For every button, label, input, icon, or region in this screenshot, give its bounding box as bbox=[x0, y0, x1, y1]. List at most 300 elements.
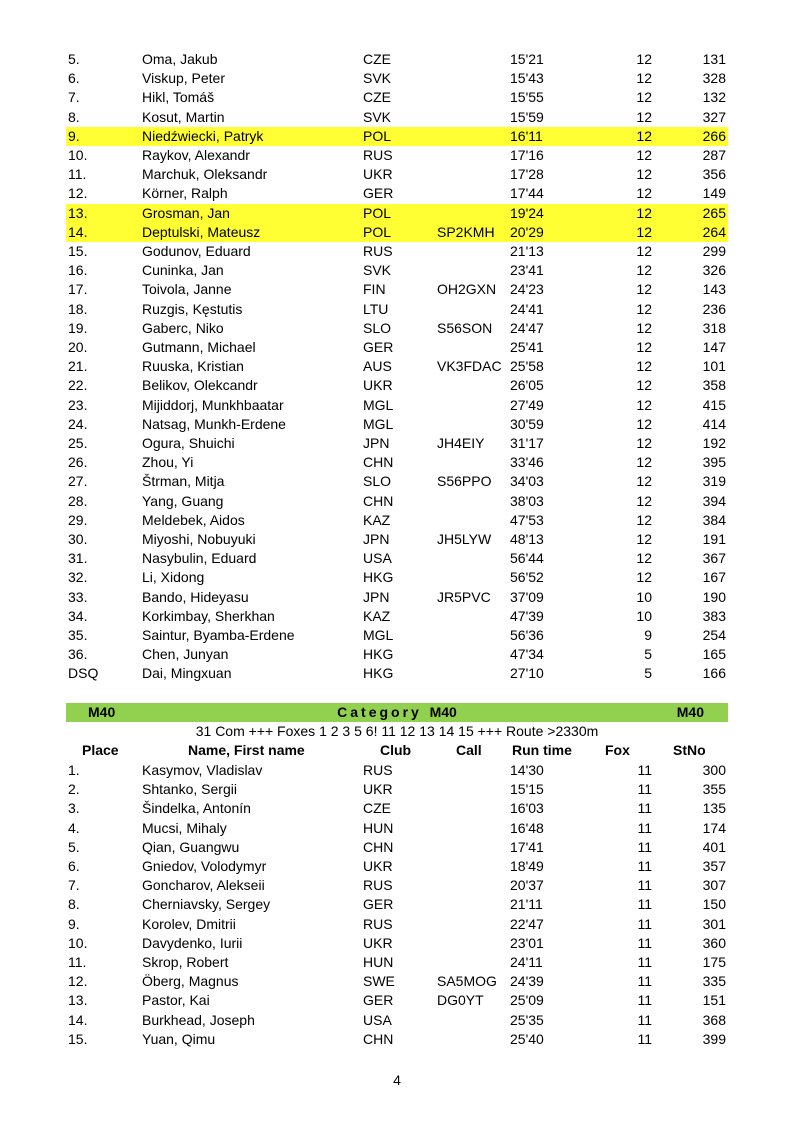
name-cell: Ogura, Shuichi bbox=[142, 435, 235, 451]
fox-cell: 12 bbox=[636, 531, 652, 547]
table-row bbox=[66, 664, 728, 683]
name-cell: Mucsi, Mihaly bbox=[142, 819, 227, 836]
table-row bbox=[66, 607, 728, 626]
table-row bbox=[66, 472, 728, 491]
stno-cell: 399 bbox=[702, 1030, 726, 1047]
stno-cell: 190 bbox=[702, 588, 726, 605]
name-cell: Körner, Ralph bbox=[142, 185, 228, 202]
run-time-cell: 22'47 bbox=[510, 915, 544, 932]
place-cell: 19. bbox=[68, 319, 88, 336]
header-club: Club bbox=[380, 742, 412, 758]
club-cell: FIN bbox=[363, 281, 386, 298]
stno-cell: 266 bbox=[702, 127, 726, 144]
run-time-cell: 48'13 bbox=[510, 531, 544, 547]
fox-cell: 11 bbox=[637, 934, 652, 951]
fox-cell: 11 bbox=[637, 1030, 652, 1047]
table-header bbox=[66, 741, 728, 760]
call-cell: OH2GXN bbox=[437, 281, 497, 298]
fox-cell: 12 bbox=[636, 377, 652, 394]
name-cell: Oma, Jakub bbox=[142, 51, 218, 67]
fox-cell: 9 bbox=[644, 627, 652, 643]
club-cell: GER bbox=[363, 896, 394, 913]
stno-cell: 287 bbox=[702, 147, 726, 163]
place-cell: 33. bbox=[68, 588, 88, 605]
fox-cell: 12 bbox=[636, 473, 652, 490]
run-time-cell: 33'46 bbox=[510, 454, 544, 471]
table-row bbox=[66, 108, 728, 127]
place-cell: 31. bbox=[68, 550, 88, 567]
run-time-cell: 27'49 bbox=[510, 396, 544, 413]
table-row bbox=[66, 434, 728, 453]
table-row bbox=[66, 530, 728, 549]
club-cell: HKG bbox=[363, 665, 394, 682]
stno-cell: 101 bbox=[702, 358, 726, 375]
club-cell: USA bbox=[363, 550, 392, 567]
name-cell: Chen, Junyan bbox=[142, 646, 229, 663]
fox-cell: 12 bbox=[636, 204, 652, 221]
name-cell: Pastor, Kai bbox=[142, 992, 210, 1009]
run-time-cell: 15'15 bbox=[510, 781, 544, 798]
fox-cell: 11 bbox=[637, 877, 652, 894]
run-time-cell: 47'53 bbox=[510, 511, 544, 528]
stno-cell: 174 bbox=[702, 819, 726, 836]
stno-cell: 326 bbox=[702, 262, 726, 279]
fox-cell: 10 bbox=[636, 607, 652, 624]
name-cell: Korkimbay, Sherkhan bbox=[142, 607, 275, 624]
name-cell: Štrman, Mitja bbox=[142, 473, 225, 490]
name-cell: Gaberc, Niko bbox=[142, 319, 224, 336]
name-cell: Deptulski, Mateusz bbox=[142, 223, 261, 240]
place-cell: 34. bbox=[68, 607, 88, 624]
club-cell: MGL bbox=[363, 396, 394, 413]
run-time-cell: 34'03 bbox=[510, 473, 544, 490]
table-row-highlighted bbox=[66, 223, 728, 242]
club-cell: GER bbox=[363, 185, 394, 202]
header-name: Name, First name bbox=[188, 742, 305, 758]
stno-cell: 165 bbox=[702, 646, 726, 663]
fox-cell: 12 bbox=[636, 281, 652, 298]
club-cell: RUS bbox=[363, 877, 393, 894]
stno-cell: 319 bbox=[702, 473, 726, 490]
name-cell: Natsag, Munkh-Erdene bbox=[142, 415, 286, 432]
run-time-cell: 24'23 bbox=[510, 281, 544, 298]
fox-cell: 12 bbox=[636, 339, 652, 355]
stno-cell: 318 bbox=[702, 319, 726, 336]
fox-cell: 12 bbox=[636, 569, 652, 586]
fox-cell: 5 bbox=[644, 665, 652, 682]
fox-cell: 12 bbox=[636, 415, 652, 432]
table-row bbox=[66, 1030, 728, 1049]
place-cell: 11. bbox=[68, 954, 87, 970]
run-time-cell: 17'41 bbox=[510, 838, 544, 855]
stno-cell: 166 bbox=[702, 665, 726, 682]
stno-cell: 356 bbox=[702, 166, 726, 183]
place-cell: 15. bbox=[68, 1030, 88, 1047]
stno-cell: 383 bbox=[702, 607, 726, 624]
header-fox: Fox bbox=[605, 742, 630, 758]
name-cell: Gniedov, Volodymyr bbox=[142, 858, 267, 874]
stno-cell: 367 bbox=[702, 550, 726, 567]
club-cell: CZE bbox=[363, 51, 391, 67]
stno-cell: 192 bbox=[702, 435, 726, 451]
fox-cell: 12 bbox=[636, 319, 652, 336]
header-place: Place bbox=[82, 742, 119, 758]
stno-cell: 328 bbox=[702, 70, 726, 87]
name-cell: Grosman, Jan bbox=[142, 204, 230, 221]
run-time-cell: 31'17 bbox=[510, 435, 544, 451]
name-cell: Shtanko, Sergii bbox=[142, 781, 237, 798]
category-code-left: M40 bbox=[88, 704, 116, 720]
name-cell: Toivola, Janne bbox=[142, 281, 232, 298]
club-cell: HUN bbox=[363, 819, 394, 836]
table-row bbox=[66, 511, 728, 530]
name-cell: Marchuk, Oleksandr bbox=[142, 166, 268, 183]
place-cell: 8. bbox=[68, 108, 80, 125]
club-cell: HUN bbox=[363, 954, 394, 970]
fox-cell: 12 bbox=[636, 358, 652, 375]
run-time-cell: 23'41 bbox=[510, 262, 544, 279]
club-cell: POL bbox=[363, 127, 392, 144]
run-time-cell: 25'58 bbox=[510, 358, 544, 375]
fox-cell: 12 bbox=[636, 492, 652, 509]
table-row bbox=[66, 972, 728, 991]
fox-cell: 11 bbox=[637, 781, 652, 798]
header-stno: StNo bbox=[673, 742, 706, 758]
fox-cell: 12 bbox=[636, 89, 652, 106]
fox-cell: 12 bbox=[636, 454, 652, 471]
club-cell: CHN bbox=[363, 454, 394, 471]
place-cell: 21. bbox=[68, 358, 88, 375]
name-cell: Belikov, Olekcandr bbox=[142, 377, 258, 394]
run-time-cell: 26'05 bbox=[510, 377, 544, 394]
club-cell: HKG bbox=[363, 569, 394, 586]
place-cell: 27. bbox=[68, 473, 88, 490]
place-cell: 9. bbox=[68, 915, 80, 932]
table-row bbox=[66, 934, 728, 953]
name-cell: Cherniavsky, Sergey bbox=[142, 896, 271, 913]
run-time-cell: 38'03 bbox=[510, 492, 544, 509]
club-cell: USA bbox=[363, 1011, 392, 1028]
category-course-info: 31 Com +++ Foxes 1 2 3 5 6! 11 12 13 14 15 +++ Route >2330m bbox=[195, 723, 599, 739]
table-row bbox=[66, 626, 728, 645]
run-time-cell: 56'52 bbox=[510, 569, 544, 586]
name-cell: Burkhead, Joseph bbox=[142, 1011, 255, 1028]
stno-cell: 167 bbox=[702, 569, 726, 586]
fox-cell: 11 bbox=[637, 762, 652, 778]
table-row bbox=[66, 280, 728, 299]
run-time-cell: 20'37 bbox=[510, 877, 544, 894]
club-cell: JPN bbox=[363, 531, 390, 547]
club-cell: KAZ bbox=[363, 511, 391, 528]
table-row bbox=[66, 184, 728, 203]
place-cell: 5. bbox=[68, 838, 80, 855]
name-cell: Kosut, Martin bbox=[142, 108, 225, 125]
name-cell: Bando, Hideyasu bbox=[142, 588, 249, 605]
category-word: Category bbox=[337, 704, 422, 720]
name-cell: Skrop, Robert bbox=[142, 954, 229, 970]
table-row bbox=[66, 819, 728, 838]
table-row bbox=[66, 645, 728, 664]
stno-cell: 358 bbox=[702, 377, 726, 394]
table-row bbox=[66, 799, 728, 818]
call-cell: JH5LYW bbox=[437, 531, 492, 547]
call-cell: VK3FDAC bbox=[437, 358, 502, 375]
club-cell: CZE bbox=[363, 89, 391, 106]
stno-cell: 191 bbox=[702, 531, 726, 547]
stno-cell: 355 bbox=[702, 781, 726, 798]
table-row bbox=[66, 261, 728, 280]
call-cell: DG0YT bbox=[437, 992, 484, 1009]
club-cell: POL bbox=[363, 223, 392, 240]
run-time-cell: 24'41 bbox=[510, 300, 544, 317]
name-cell: Ruzgis, Kęstutis bbox=[142, 300, 243, 317]
table-row bbox=[66, 876, 728, 895]
name-cell: Cuninka, Jan bbox=[142, 262, 224, 279]
table-row bbox=[66, 69, 728, 88]
place-cell: 12. bbox=[68, 185, 88, 202]
stno-cell: 301 bbox=[702, 915, 726, 932]
table-row bbox=[66, 492, 728, 511]
place-cell: 5. bbox=[68, 51, 80, 67]
club-cell: UKR bbox=[363, 858, 393, 874]
place-cell: 9. bbox=[68, 127, 80, 144]
stno-cell: 254 bbox=[702, 627, 726, 643]
fox-cell: 11 bbox=[637, 858, 652, 874]
name-cell: Mijiddorj, Munkhbaatar bbox=[142, 396, 284, 413]
fox-cell: 11 bbox=[637, 915, 652, 932]
stno-cell: 384 bbox=[702, 511, 726, 528]
name-cell: Hikl, Tomáš bbox=[142, 89, 215, 106]
run-time-cell: 47'34 bbox=[510, 646, 544, 663]
place-cell: 6. bbox=[68, 70, 80, 87]
place-cell: 18. bbox=[68, 300, 88, 317]
club-cell: GER bbox=[363, 992, 394, 1009]
fox-cell: 10 bbox=[636, 588, 652, 605]
table-row bbox=[66, 1011, 728, 1030]
club-cell: JPN bbox=[363, 435, 390, 451]
name-cell: Yuan, Qimu bbox=[142, 1030, 216, 1047]
run-time-cell: 47'39 bbox=[510, 607, 544, 624]
run-time-cell: 24'39 bbox=[510, 973, 544, 990]
run-time-cell: 30'59 bbox=[510, 415, 544, 432]
place-cell: 10. bbox=[68, 147, 88, 163]
run-time-cell: 25'09 bbox=[510, 992, 544, 1009]
fox-cell: 12 bbox=[636, 51, 652, 67]
place-cell: 32. bbox=[68, 569, 88, 586]
fox-cell: 12 bbox=[636, 108, 652, 125]
place-cell: 8. bbox=[68, 896, 80, 913]
table-row bbox=[66, 453, 728, 472]
run-time-cell: 15'59 bbox=[510, 108, 544, 125]
stno-cell: 327 bbox=[702, 108, 726, 125]
stno-cell: 265 bbox=[702, 204, 726, 221]
stno-cell: 151 bbox=[702, 992, 726, 1009]
stno-cell: 357 bbox=[702, 858, 726, 874]
name-cell: Gutmann, Michael bbox=[142, 339, 256, 355]
stno-cell: 299 bbox=[702, 243, 726, 259]
place-cell: 26. bbox=[68, 454, 88, 471]
run-time-cell: 20'29 bbox=[510, 223, 544, 240]
name-cell: Öberg, Magnus bbox=[142, 973, 239, 990]
stno-cell: 307 bbox=[702, 877, 726, 894]
stno-cell: 143 bbox=[702, 281, 726, 298]
place-cell: 35. bbox=[68, 627, 88, 643]
place-cell: 23. bbox=[68, 396, 88, 413]
club-cell: MGL bbox=[363, 627, 394, 643]
stno-cell: 395 bbox=[702, 454, 726, 471]
name-cell: Šindelka, Antonín bbox=[142, 800, 251, 817]
stno-cell: 368 bbox=[702, 1011, 726, 1028]
club-cell: RUS bbox=[363, 147, 393, 163]
place-cell: 30. bbox=[68, 531, 88, 547]
run-time-cell: 15'55 bbox=[510, 89, 544, 106]
place-cell: 13. bbox=[68, 992, 88, 1009]
fox-cell: 12 bbox=[636, 511, 652, 528]
stno-cell: 414 bbox=[702, 415, 726, 432]
run-time-cell: 14'30 bbox=[510, 762, 544, 778]
run-time-cell: 17'28 bbox=[510, 166, 544, 183]
place-cell: 14. bbox=[68, 1011, 88, 1028]
table-row bbox=[66, 88, 728, 107]
stno-cell: 147 bbox=[702, 339, 726, 355]
club-cell: SVK bbox=[363, 70, 392, 87]
table-row-highlighted bbox=[66, 204, 728, 223]
club-cell: JPN bbox=[363, 588, 390, 605]
fox-cell: 11 bbox=[637, 973, 652, 990]
stno-cell: 394 bbox=[702, 492, 726, 509]
place-cell: 24. bbox=[68, 415, 88, 432]
run-time-cell: 16'03 bbox=[510, 800, 544, 817]
table-row bbox=[66, 991, 728, 1010]
name-cell: Korolev, Dmitrii bbox=[142, 915, 236, 932]
club-cell: CHN bbox=[363, 492, 394, 509]
run-time-cell: 18'49 bbox=[510, 858, 544, 874]
club-cell: SLO bbox=[363, 473, 392, 490]
fox-cell: 12 bbox=[636, 223, 652, 240]
table-row bbox=[66, 396, 728, 415]
club-cell: UKR bbox=[363, 166, 393, 183]
name-cell: Meldebek, Aidos bbox=[142, 511, 245, 528]
place-cell: DSQ bbox=[68, 665, 99, 682]
fox-cell: 12 bbox=[636, 435, 652, 451]
place-cell: 10. bbox=[68, 934, 88, 951]
club-cell: AUS bbox=[363, 358, 392, 375]
run-time-cell: 25'35 bbox=[510, 1011, 544, 1028]
table-row bbox=[66, 338, 728, 357]
stno-cell: 135 bbox=[702, 800, 726, 817]
call-cell: JH4EIY bbox=[437, 435, 485, 451]
header-call: Call bbox=[456, 742, 482, 758]
fox-cell: 12 bbox=[636, 166, 652, 183]
fox-cell: 5 bbox=[644, 646, 652, 663]
table-row bbox=[66, 568, 728, 587]
stno-cell: 415 bbox=[702, 396, 726, 413]
table-row bbox=[66, 376, 728, 395]
club-cell: GER bbox=[363, 339, 394, 355]
table-row bbox=[66, 357, 728, 376]
place-cell: 1. bbox=[68, 762, 80, 778]
club-cell: SWE bbox=[363, 973, 395, 990]
call-cell: S56PPO bbox=[437, 473, 492, 490]
name-cell: Godunov, Eduard bbox=[142, 243, 251, 259]
fox-cell: 12 bbox=[636, 127, 652, 144]
place-cell: 22. bbox=[68, 377, 88, 394]
place-cell: 3. bbox=[68, 800, 80, 817]
place-cell: 36. bbox=[68, 646, 88, 663]
stno-cell: 132 bbox=[702, 89, 726, 106]
club-cell: CZE bbox=[363, 800, 391, 817]
name-cell: Zhou, Yi bbox=[142, 454, 194, 471]
name-cell: Kasymov, Vladislav bbox=[142, 762, 263, 778]
name-cell: Qian, Guangwu bbox=[142, 838, 240, 855]
table-row bbox=[66, 50, 728, 69]
name-cell: Viskup, Peter bbox=[142, 70, 226, 87]
place-cell: 17. bbox=[68, 281, 88, 298]
table-row bbox=[66, 857, 728, 876]
stno-cell: 149 bbox=[702, 185, 726, 202]
run-time-cell: 21'11 bbox=[510, 896, 543, 913]
club-cell: UKR bbox=[363, 934, 393, 951]
place-cell: 4. bbox=[68, 819, 80, 836]
stno-cell: 401 bbox=[702, 838, 726, 855]
club-cell: UKR bbox=[363, 377, 393, 394]
run-time-cell: 21'13 bbox=[510, 243, 544, 259]
table-row bbox=[66, 780, 728, 799]
run-time-cell: 37'09 bbox=[510, 588, 544, 605]
call-cell: JR5PVC bbox=[437, 588, 491, 605]
club-cell: POL bbox=[363, 204, 392, 221]
run-time-cell: 15'43 bbox=[510, 70, 544, 87]
stno-cell: 300 bbox=[702, 762, 726, 778]
fox-cell: 11 bbox=[637, 896, 652, 913]
club-cell: HKG bbox=[363, 646, 394, 663]
place-cell: 20. bbox=[68, 339, 88, 355]
table-row bbox=[66, 953, 728, 972]
club-cell: SLO bbox=[363, 319, 392, 336]
run-time-cell: 15'21 bbox=[510, 51, 544, 67]
table-row bbox=[66, 300, 728, 319]
stno-cell: 335 bbox=[702, 973, 726, 990]
category-title bbox=[66, 703, 728, 722]
run-time-cell: 25'40 bbox=[510, 1030, 544, 1047]
fox-cell: 12 bbox=[636, 396, 652, 413]
fox-cell: 11 bbox=[637, 1011, 652, 1028]
fox-cell: 11 bbox=[637, 838, 652, 855]
table-row bbox=[66, 895, 728, 914]
run-time-cell: 23'01 bbox=[510, 934, 544, 951]
place-cell: 11. bbox=[68, 166, 87, 183]
place-cell: 29. bbox=[68, 511, 88, 528]
name-cell: Davydenko, Iurii bbox=[142, 934, 243, 951]
name-cell: Dai, Mingxuan bbox=[142, 665, 232, 682]
run-time-cell: 16'48 bbox=[510, 819, 544, 836]
table-row bbox=[66, 549, 728, 568]
page-number: 4 bbox=[393, 1072, 401, 1088]
name-cell: Niedźwiecki, Patryk bbox=[142, 127, 264, 144]
fox-cell: 12 bbox=[636, 185, 652, 202]
run-time-cell: 17'16 bbox=[510, 147, 544, 163]
stno-cell: 360 bbox=[702, 934, 726, 951]
name-cell: Goncharov, Alekseii bbox=[142, 877, 265, 894]
fox-cell: 12 bbox=[636, 243, 652, 259]
club-cell: RUS bbox=[363, 915, 393, 932]
header-run-time: Run time bbox=[512, 742, 572, 758]
fox-cell: 12 bbox=[636, 300, 652, 317]
place-cell: 16. bbox=[68, 262, 88, 279]
place-cell: 2. bbox=[68, 781, 80, 798]
name-cell: Nasybulin, Eduard bbox=[142, 550, 257, 567]
stno-cell: 236 bbox=[702, 300, 726, 317]
